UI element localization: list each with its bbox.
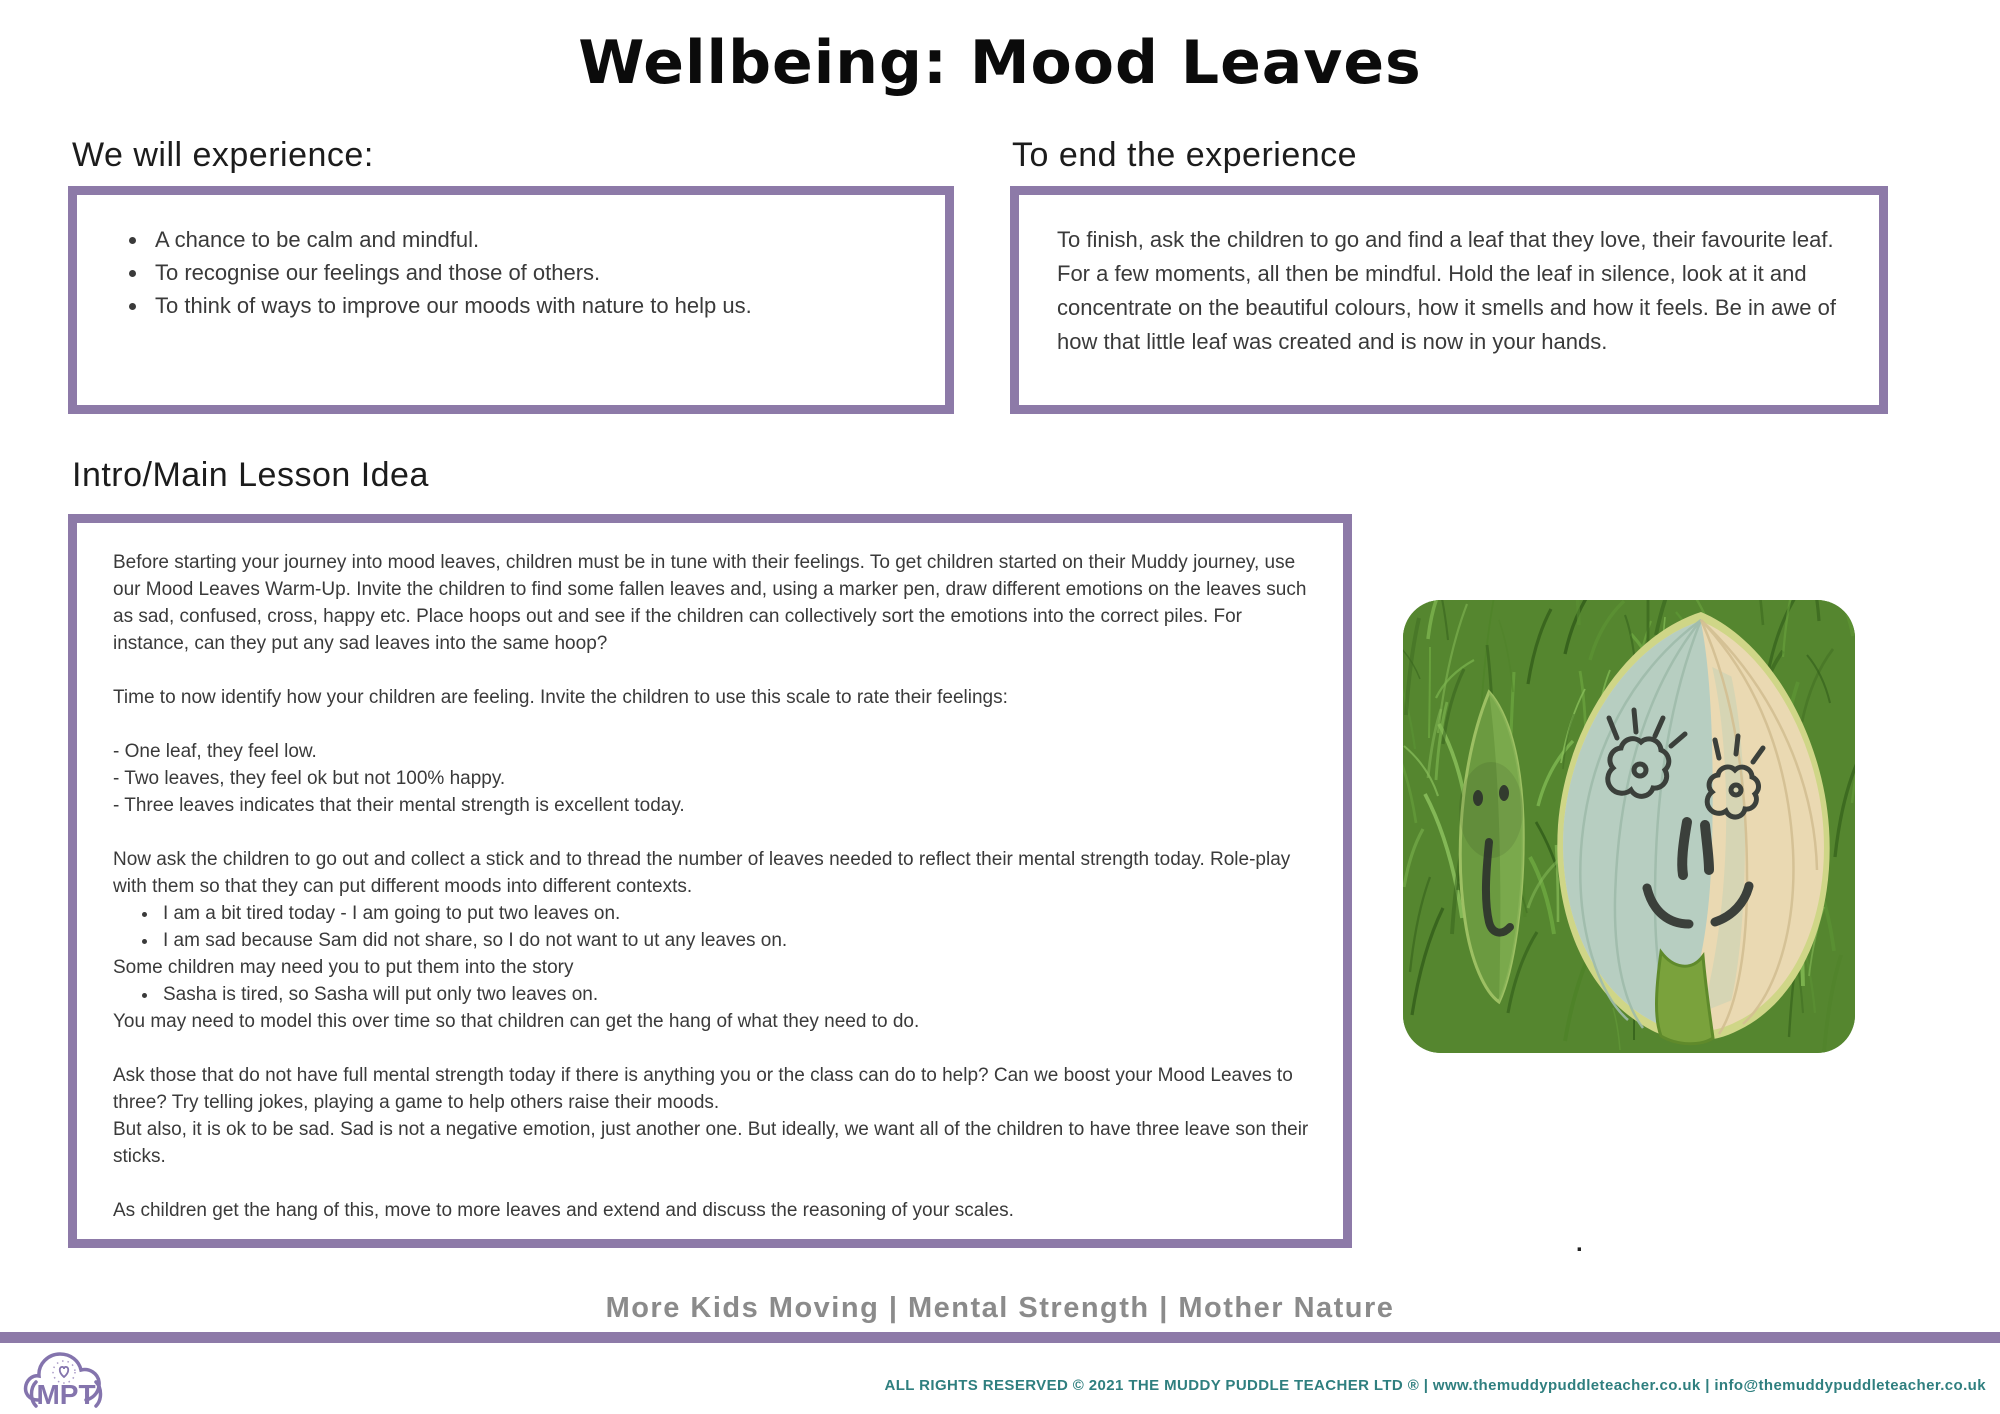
story-note: Some children may need you to put them into the story <box>113 957 574 978</box>
footer-tagline: More Kids Moving | Mental Strength | Mother Nature <box>605 1292 1395 1324</box>
logo-text: MPT <box>36 1379 96 1410</box>
lesson-model-paragraph: You may need to model this over time so that children can get the hang of what they need to do. <box>113 1011 920 1032</box>
lesson-roleplay-paragraph: Now ask the children to go out and collect a stick and to thread the number of leaves needed to reflect their mental strength today. Role-play with them so that they can put different moods into different contexts. <box>113 849 1291 897</box>
mood-leaves-photo <box>1403 600 1855 1053</box>
lesson-boost-paragraph: Ask those that do not have full mental strength today if there is anything you or the class can do to help? Can we boost your Mood Leaves to three? Try telling jokes, playing a game to help others raise their moods. <box>113 1065 1293 1113</box>
footer-copyright: ALL RIGHTS RESERVED © 2021 THE MUDDY PUDDLE TEACHER LTD ® | www.themuddypuddleteacher.co.uk | info@themuddypuddleteacher.co.uk <box>884 1377 1986 1394</box>
experience-box <box>68 186 954 414</box>
list-item: • I am a bit tired today - I am going to put two leaves on. <box>159 900 1313 927</box>
end-experience-heading: To end the experience <box>1012 136 1358 174</box>
lesson-sadok-paragraph: But also, it is ok to be sad. Sad is not a negative emotion, just another one. But ideally, we want all of the children to have three leave son their sticks. <box>113 1119 1309 1167</box>
experience-list <box>77 223 945 322</box>
leaf-fold <box>1657 952 1714 1044</box>
footer-divider-bar <box>0 1332 2000 1343</box>
mpt-logo <box>22 1348 110 1414</box>
lesson-extend-paragraph: As children get the hang of this, move to more leaves and extend and discuss the reasoning of your scales. <box>113 1200 1014 1221</box>
lesson-warmup-paragraph: Before starting your journey into mood leaves, children must be in tune with their feelings. To get children started on their Muddy journey, use our Mood Leaves Warm-Up. Invite the children to find some fallen leaves and, using a marker pen, draw different emotions on the leaves such as sad, confused, cross, happy etc. Place hoops out and see if the children can collectively sort the emotions into the correct piles. For instance, can they put any sad leaves into the same hoop? <box>113 552 1307 654</box>
end-experience-text: To finish, ask the children to go and find a leaf that they love, their favourite leaf. For a few moments, all then be mindful. Hold the leaf in silence, look at it and concentrate on the beautiful colours, how it smells and how it feels. Be in awe of how that little leaf was created and is now in your hands. <box>1057 227 1836 354</box>
list-item: • I am sad because Sam did not share, so I do not want to ut any leaves on. <box>159 927 1313 954</box>
story-list <box>113 981 1313 1008</box>
rating-scale <box>113 738 1313 819</box>
page-title: Wellbeing: Mood Leaves <box>578 28 1422 98</box>
list-item: • A chance to be calm and mindful. <box>149 223 945 256</box>
lesson-heading: Intro/Main Lesson Idea <box>72 456 429 494</box>
end-experience-box <box>1010 186 1888 414</box>
stray-period: . <box>1576 1230 1583 1257</box>
lesson-box <box>68 514 1352 1248</box>
scale-line: - One leaf, they feel low. <box>113 741 317 762</box>
list-item: • Sasha is tired, so Sasha will put only two leaves on. <box>159 981 1313 1008</box>
scale-line: - Two leaves, they feel ok but not 100% happy. <box>113 768 506 789</box>
list-item: • To think of ways to improve our moods with nature to help us. <box>149 289 945 322</box>
scale-line: - Three leaves indicates that their mental strength is excellent today. <box>113 795 685 816</box>
roleplay-list <box>113 900 1313 954</box>
experience-heading: We will experience: <box>72 136 374 174</box>
lesson-identify-paragraph: Time to now identify how your children are feeling. Invite the children to use this scale to rate their feelings: <box>113 687 1008 708</box>
list-item: • To recognise our feelings and those of others. <box>149 256 945 289</box>
